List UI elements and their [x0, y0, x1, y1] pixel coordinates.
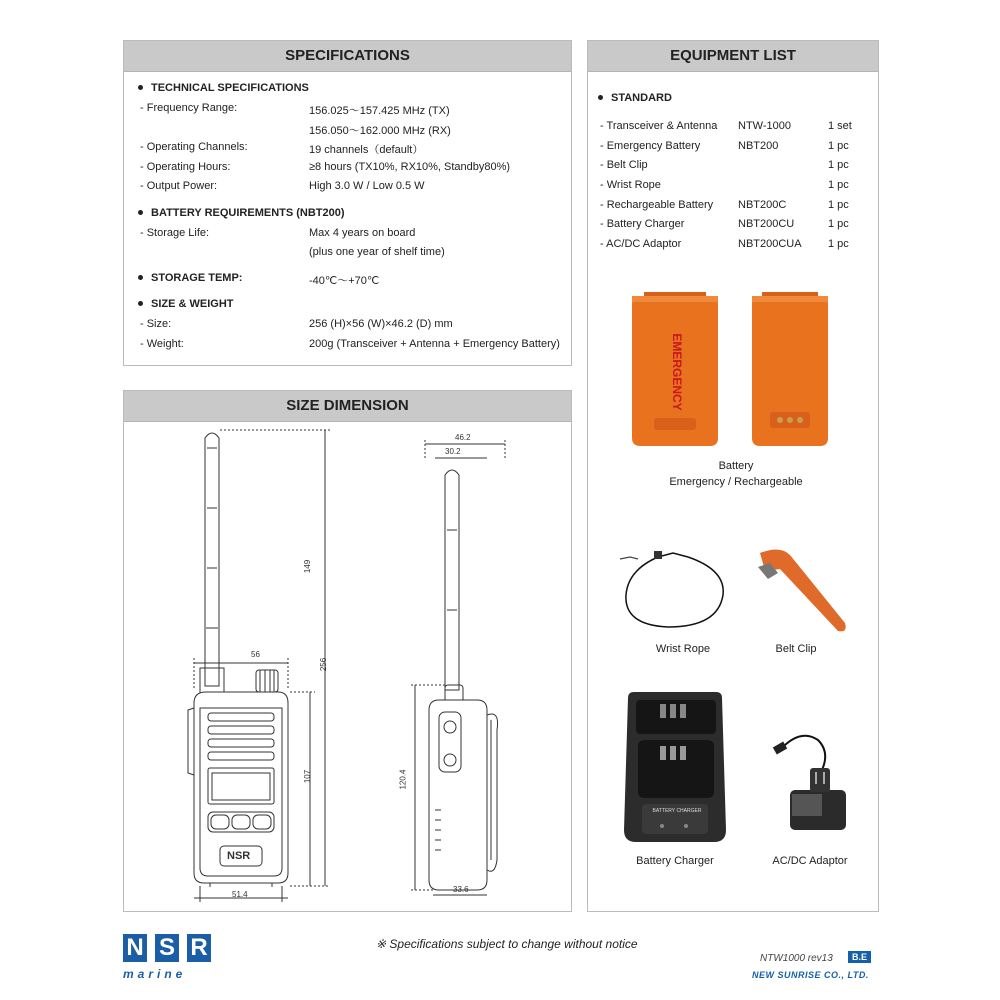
- bullet-icon: [138, 301, 143, 306]
- company-name: NEW SUNRISE CO., LTD.: [752, 970, 869, 980]
- wrist-rope-caption: Wrist Rope: [655, 643, 711, 655]
- equipment-qty: 1 pc: [828, 140, 849, 152]
- nsr-marine-logo: [123, 934, 218, 984]
- technical-heading-text: TECHNICAL SPECIFICATIONS: [151, 82, 309, 94]
- dim-107: 107: [303, 769, 313, 784]
- dim-120-4: 120.4: [398, 769, 408, 790]
- belt-clip-caption: Belt Clip: [775, 643, 817, 655]
- equipment-model: NBT200CU: [738, 218, 795, 230]
- equipment-list-title: EQUIPMENT LIST: [588, 41, 878, 72]
- equipment-name: - Rechargeable Battery: [600, 199, 714, 211]
- logo-letter: R: [187, 934, 211, 962]
- battery-caption: Battery: [718, 460, 754, 472]
- acdc-adaptor-caption: AC/DC Adaptor: [772, 855, 848, 867]
- storage-temp-heading: [138, 272, 242, 284]
- spec-label: - Storage Life:: [140, 227, 210, 239]
- dim-46-2: 46.2: [455, 433, 471, 442]
- spec-label: - Size:: [140, 318, 172, 330]
- nsr-plate-logo: NSR: [227, 850, 251, 862]
- dim-33-6: 33.6: [453, 885, 469, 894]
- equipment-model: NBT200C: [738, 199, 787, 211]
- equipment-name: - Belt Clip: [600, 159, 648, 171]
- equipment-name: - AC/DC Adaptor: [600, 238, 682, 250]
- equipment-name: - Battery Charger: [600, 218, 685, 230]
- equipment-qty: 1 pc: [828, 238, 849, 250]
- size-weight-heading: [138, 298, 234, 310]
- size-weight-text: SIZE & WEIGHT: [151, 298, 234, 310]
- spec-value: 156.025～157.425 MHz (TX): [309, 105, 450, 117]
- dim-51-4: 51.4: [232, 890, 248, 899]
- wrist-rope-image: [618, 545, 733, 635]
- equipment-qty: 1 pc: [828, 218, 849, 230]
- spec-value: (plus one year of shelf time): [309, 246, 445, 258]
- dim-256: 256: [319, 657, 329, 672]
- spec-value: Max 4 years on board: [309, 227, 416, 239]
- bullet-icon: [138, 275, 143, 280]
- equipment-qty: 1 pc: [828, 199, 849, 211]
- technical-spec-heading: [138, 82, 309, 94]
- revision-text: NTW1000 rev13: [760, 953, 833, 964]
- battery-charger-caption: Battery Charger: [636, 855, 714, 867]
- logo-letter: S: [155, 934, 179, 962]
- spec-label: - Frequency Range:: [140, 102, 238, 114]
- bullet-icon: [138, 210, 143, 215]
- charger-label-text: BATTERY CHARGER: [652, 808, 702, 814]
- spec-value: 200g (Transceiver + Antenna + Emergency Battery): [309, 338, 560, 350]
- equipment-name: - Wrist Rope: [600, 179, 661, 191]
- emergency-battery-label: EMERGENCY: [670, 333, 684, 411]
- equipment-qty: 1 set: [828, 120, 852, 132]
- spec-label: - Output Power:: [140, 180, 218, 192]
- front-view-drawing: [180, 428, 340, 908]
- logo-marine-text: marine: [123, 967, 187, 981]
- size-dimension-title: SIZE DIMENSION: [124, 391, 571, 422]
- dim-56: 56: [251, 650, 260, 659]
- bullet-icon: [138, 85, 143, 90]
- equipment-name: - Emergency Battery: [600, 140, 701, 152]
- spec-label: - Operating Hours:: [140, 161, 231, 173]
- rechargeable-battery-image: [750, 292, 830, 448]
- acdc-adaptor-image: [770, 730, 850, 840]
- storage-temp-value: -40℃～+70℃: [309, 275, 380, 287]
- spec-value: 19 channels（default）: [309, 144, 424, 156]
- battery-type-caption: Emergency / Rechargeable: [669, 476, 803, 488]
- battery-req-heading: [138, 207, 345, 219]
- equipment-name: - Transceiver & Antenna: [600, 120, 718, 132]
- logo-letter: N: [123, 934, 147, 962]
- equipment-qty: 1 pc: [828, 159, 849, 171]
- battery-heading-text: BATTERY REQUIREMENTS (NBT200): [151, 207, 345, 219]
- dim-30-2: 30.2: [445, 447, 461, 456]
- equipment-qty: 1 pc: [828, 179, 849, 191]
- disclaimer-note: ※ Specifications subject to change without notice: [376, 937, 638, 951]
- standard-heading: [598, 92, 672, 104]
- spec-value: ≥8 hours (TX10%, RX10%, Standby80%): [309, 161, 511, 173]
- side-view-drawing: [405, 430, 515, 900]
- belt-clip-image: [750, 545, 850, 635]
- spec-label: - Weight:: [140, 338, 184, 350]
- spec-label: - Operating Channels:: [140, 141, 248, 153]
- standard-heading-text: STANDARD: [611, 92, 672, 104]
- bullet-icon: [598, 95, 603, 100]
- equipment-model: NBT200: [738, 140, 779, 152]
- battery-charger-image: [620, 690, 730, 845]
- equipment-model: NTW-1000: [738, 120, 791, 132]
- equipment-model: NBT200CUA: [738, 238, 802, 250]
- be-badge: B.E: [848, 951, 871, 963]
- spec-value: 156.050～162.000 MHz (RX): [309, 125, 451, 137]
- storage-temp-text: STORAGE TEMP:: [151, 272, 243, 284]
- specifications-title: SPECIFICATIONS: [124, 41, 571, 72]
- spec-value: High 3.0 W / Low 0.5 W: [309, 180, 425, 192]
- dim-149: 149: [303, 559, 313, 574]
- spec-value: 256 (H)×56 (W)×46.2 (D) mm: [309, 318, 453, 330]
